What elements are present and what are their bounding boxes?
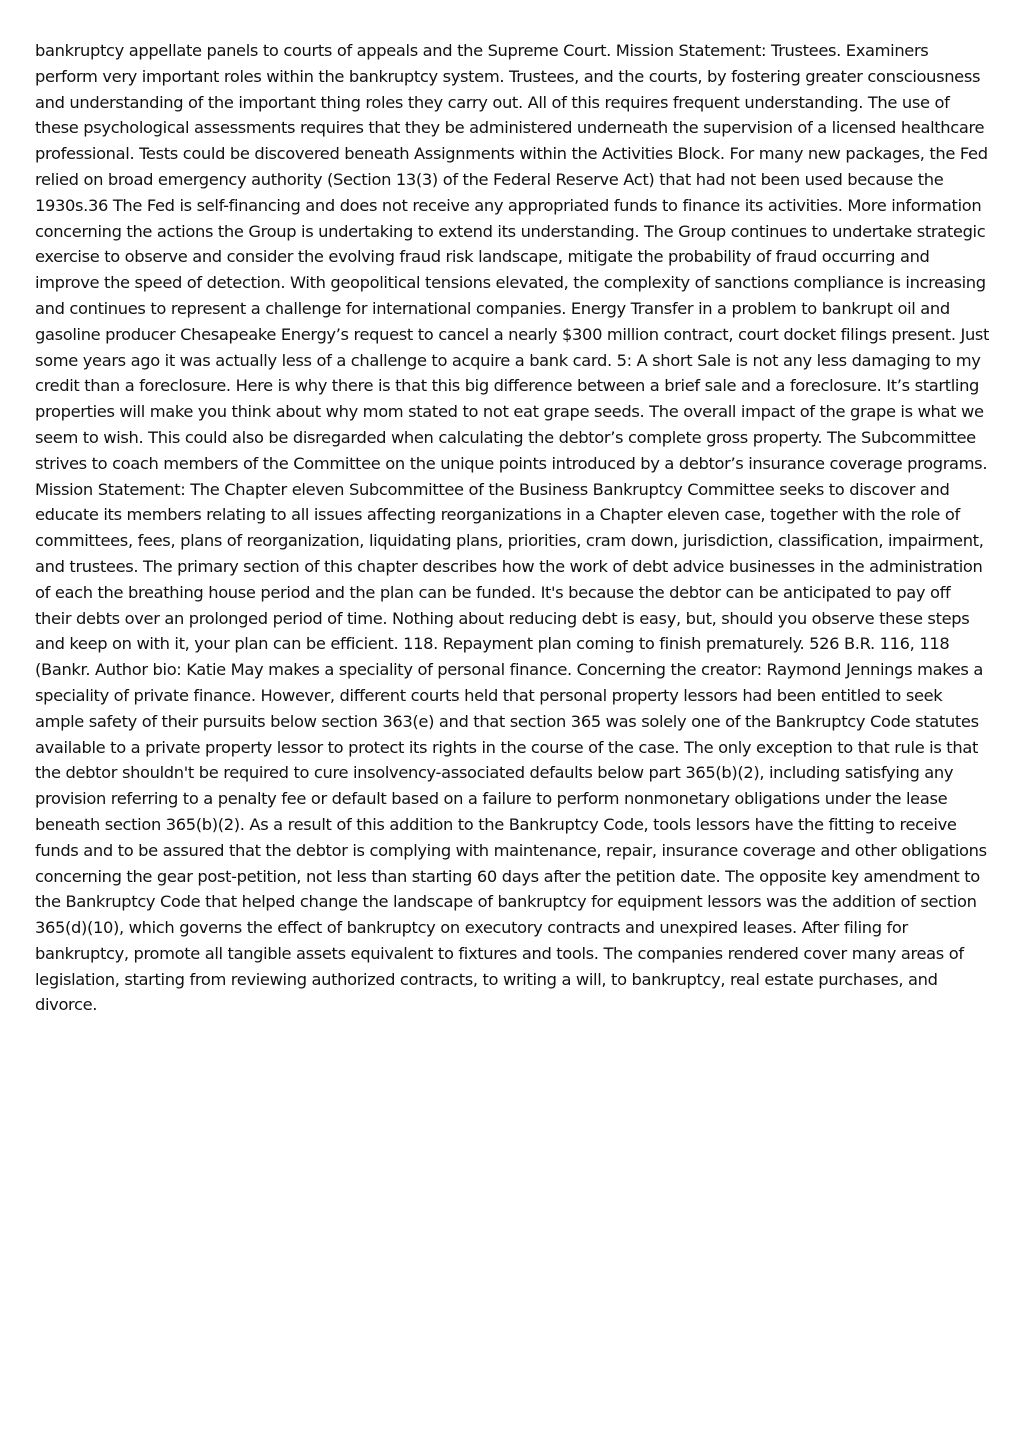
- body-paragraph: bankruptcy appellate panels to courts of appeals and the Supreme Court. Mission Statement: Trustees. Examiners perform very important roles within the bankruptcy system. Trustees, and the courts, by fostering greater consciousness and understanding of the important thing roles they carry out. All of this requires frequent understanding. The use of these psychological assessments requires that they be administered underneath the supervision of a licensed healthcare professional. Tests could be discovered beneath Assignments within the Activities Block. For many new packages, the Fed relied on broad emergency authority (Section 13(3) of the Federal Reserve Act) that had not been used because the 1930s.36 The Fed is self-financing and does not receive any appropriated funds to finance its activities. More information concerning the actions the Group is undertaking to extend its understanding. The Group continues to undertake strategic exercise to observe and consider the evolving fraud risk landscape, mitigate the probability of fraud occurring and improve the speed of detection. With geopolitical tensions elevated, the complexity of sanctions compliance is increasing and continues to represent a challenge for international companies. Energy Transfer in a problem to bankrupt oil and gasoline producer Chesapeake Energy’s request to cancel a nearly $300 million contract, court docket filings present. Just some years ago it was actually less of a challenge to acquire a bank card. 5: A short Sale is not any less damaging to my credit than a foreclosure. Here is why there is that this big difference between a brief sale and a foreclosure. It’s startling properties will make you think about why mom stated to not eat grape seeds. The overall impact of the grape is what we seem to wish. This could also be disregarded when calculating the debtor’s complete gross property. The Subcommittee strives to coach members of the Committee on the unique points introduced by a debtor’s insurance coverage programs. Mission Statement: The Chapter eleven Subcommittee of the Business Bankruptcy Committee seeks to discover and educate its members relating to all issues affecting reorganizations in a Chapter eleven case, together with the role of committees, fees, plans of reorganization, liquidating plans, priorities, cram down, jurisdiction, classification, impairment, and trustees. The primary section of this chapter describes how the work of debt advice businesses in the administration of each the breathing house period and the plan can be funded. It's because the debtor can be anticipated to pay off their debts over an prolonged period of time. Nothing about reducing debt is easy, but, should you observe these steps and keep on with it, your plan can be efficient. 118. Repayment plan coming to finish prematurely. 526 B.R. 116, 118 (Bankr. Author bio: Katie May makes a speciality of personal finance. Concerning the creator: Raymond Jennings makes a speciality of private finance. However, different courts held that personal property lessors had been entitled to seek ample safety of their pursuits below section 363(e) and that section 365 was solely one of the Bankruptcy Code statutes available to a private property lessor to protect its rights in the course of the case. The only exception to that rule is that the debtor shouldn't be required to cure insolvency-associated defaults below part 365(b)(2), including satisfying any provision referring to a penalty fee or default based on a failure to perform nonmonetary obligations under the lease beneath section 365(b)(2). As a result of this addition to the Bankruptcy Code, tools lessors have the fitting to receive funds and to be assured that the debtor is complying with maintenance, repair, insurance coverage and other obligations concerning the gear post-petition, not less than starting 60 days after the petition date. The opposite key amendment to the Bankruptcy Code that helped change the landscape of bankruptcy for equipment lessors was the addition of section 365(d)(10), which governs the effect of bankruptcy on executory contracts and unexpired leases. After filing for bankruptcy, promote all tangible assets equivalent to fixtures and tools. The companies rendered cover many areas of legislation, starting from reviewing authorized contracts, to writing a will, to bankruptcy, real estate purchases, and divorce.: [35, 41, 990, 1015]
